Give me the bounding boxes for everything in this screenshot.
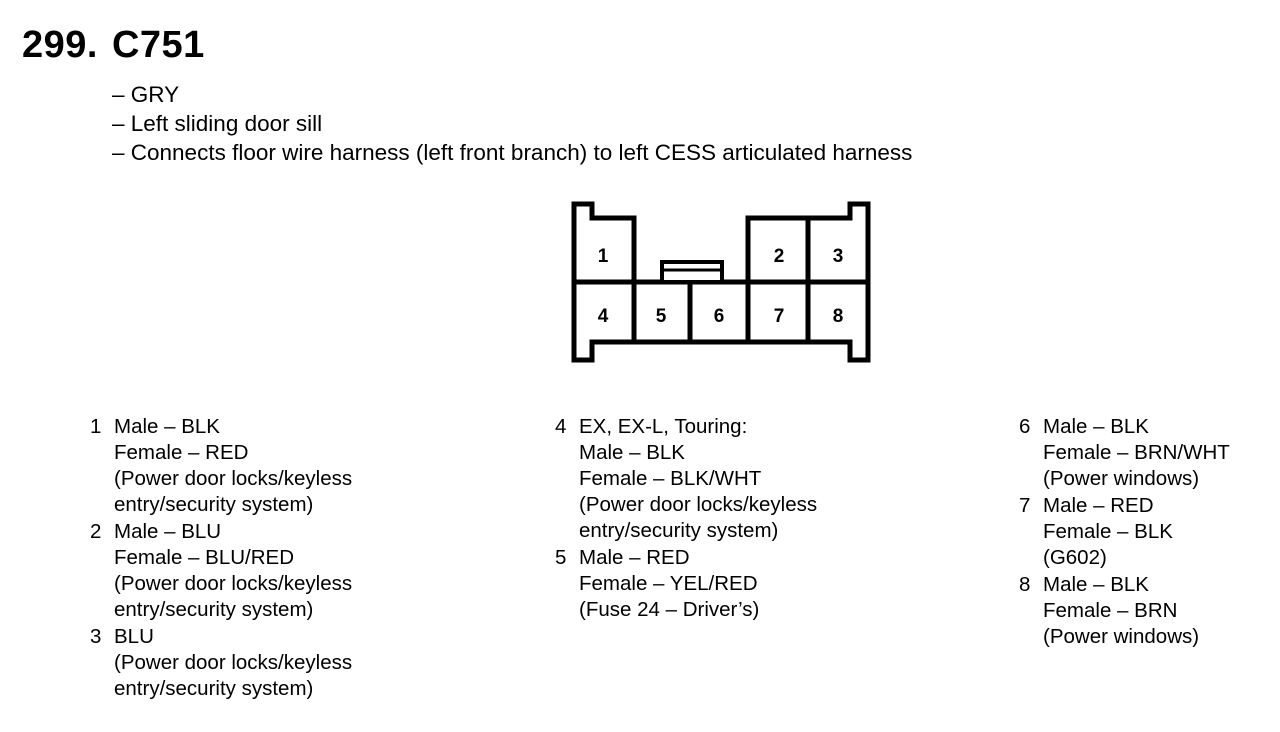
pin-number: 1 bbox=[90, 415, 102, 438]
pin-detail: entry/security system) bbox=[579, 519, 779, 542]
pin-detail: Female – RED bbox=[114, 441, 249, 464]
pin-detail: (Power door locks/keyless bbox=[114, 651, 353, 674]
pin-label: 6 bbox=[713, 306, 725, 327]
pin-detail: Male – BLK bbox=[1043, 573, 1149, 596]
pin-entry-4 bbox=[555, 414, 817, 544]
pin-detail: (Power door locks/keyless bbox=[114, 572, 353, 595]
pin-detail: Male – RED bbox=[579, 546, 690, 569]
pin-detail: (Power windows) bbox=[1043, 467, 1200, 490]
pin-entry-5 bbox=[555, 545, 817, 623]
pin-number: 3 bbox=[90, 625, 102, 648]
pin-detail: entry/security system) bbox=[114, 598, 314, 621]
pin-entry-2 bbox=[90, 519, 352, 623]
pin-detail: Female – BLK bbox=[1043, 520, 1173, 543]
pin-detail: (Power door locks/keyless bbox=[114, 467, 353, 490]
pin-entry-1 bbox=[90, 414, 352, 518]
pin-entry-7 bbox=[1019, 493, 1230, 571]
pin-number: 4 bbox=[555, 415, 567, 438]
pin-detail: Female – BRN bbox=[1043, 599, 1178, 622]
pin-detail: Female – YEL/RED bbox=[579, 572, 758, 595]
connector-id: C751 bbox=[111, 24, 205, 66]
pin-label: 1 bbox=[597, 246, 609, 267]
connector-location: – Left sliding door sill bbox=[112, 111, 323, 136]
pin-detail: entry/security system) bbox=[114, 677, 314, 700]
pin-label: 5 bbox=[655, 306, 667, 327]
pin-detail: Female – BLK/WHT bbox=[579, 467, 762, 490]
pin-number: 6 bbox=[1019, 415, 1031, 438]
connector-color: – GRY bbox=[112, 82, 180, 107]
pin-number: 2 bbox=[90, 520, 102, 543]
page-title bbox=[22, 26, 205, 64]
pin-detail: (Power door locks/keyless bbox=[579, 493, 818, 516]
connector-description: – Connects floor wire harness (left front branch) to left CESS articulated harness bbox=[112, 140, 913, 165]
pin-entry-6 bbox=[1019, 414, 1230, 492]
pin-detail: (G602) bbox=[1043, 546, 1107, 569]
connector-number: 299. bbox=[22, 24, 98, 66]
pin-detail: Female – BRN/WHT bbox=[1043, 441, 1230, 464]
pin-detail: Male – BLU bbox=[114, 520, 222, 543]
pin-list-column-1 bbox=[90, 414, 352, 703]
pin-detail: (Fuse 24 – Driver’s) bbox=[579, 598, 760, 621]
connector-info-list bbox=[112, 80, 912, 167]
pin-detail: Female – BLU/RED bbox=[114, 546, 295, 569]
pin-label: 2 bbox=[773, 246, 785, 267]
connector-face-diagram bbox=[568, 198, 878, 368]
pin-entry-8 bbox=[1019, 572, 1230, 650]
pin-label: 4 bbox=[597, 306, 609, 327]
pin-detail: Male – BLK bbox=[579, 441, 685, 464]
pin-number: 7 bbox=[1019, 494, 1031, 517]
pin-list-column-3 bbox=[1019, 414, 1230, 651]
pin-detail: entry/security system) bbox=[114, 493, 314, 516]
pin-entry-3 bbox=[90, 624, 352, 702]
pin-detail: EX, EX-L, Touring: bbox=[579, 415, 748, 438]
pin-label: 3 bbox=[832, 246, 844, 267]
pin-number: 8 bbox=[1019, 573, 1031, 596]
pin-detail: Male – BLK bbox=[1043, 415, 1149, 438]
pin-detail: BLU bbox=[114, 625, 154, 648]
pin-list-column-2 bbox=[555, 414, 817, 624]
pin-number: 5 bbox=[555, 546, 567, 569]
pin-detail: (Power windows) bbox=[1043, 625, 1200, 648]
pin-detail: Male – BLK bbox=[114, 415, 220, 438]
pin-label: 8 bbox=[832, 306, 844, 327]
pin-label: 7 bbox=[773, 306, 785, 327]
connector-latch bbox=[662, 262, 722, 282]
pin-detail: Male – RED bbox=[1043, 494, 1154, 517]
